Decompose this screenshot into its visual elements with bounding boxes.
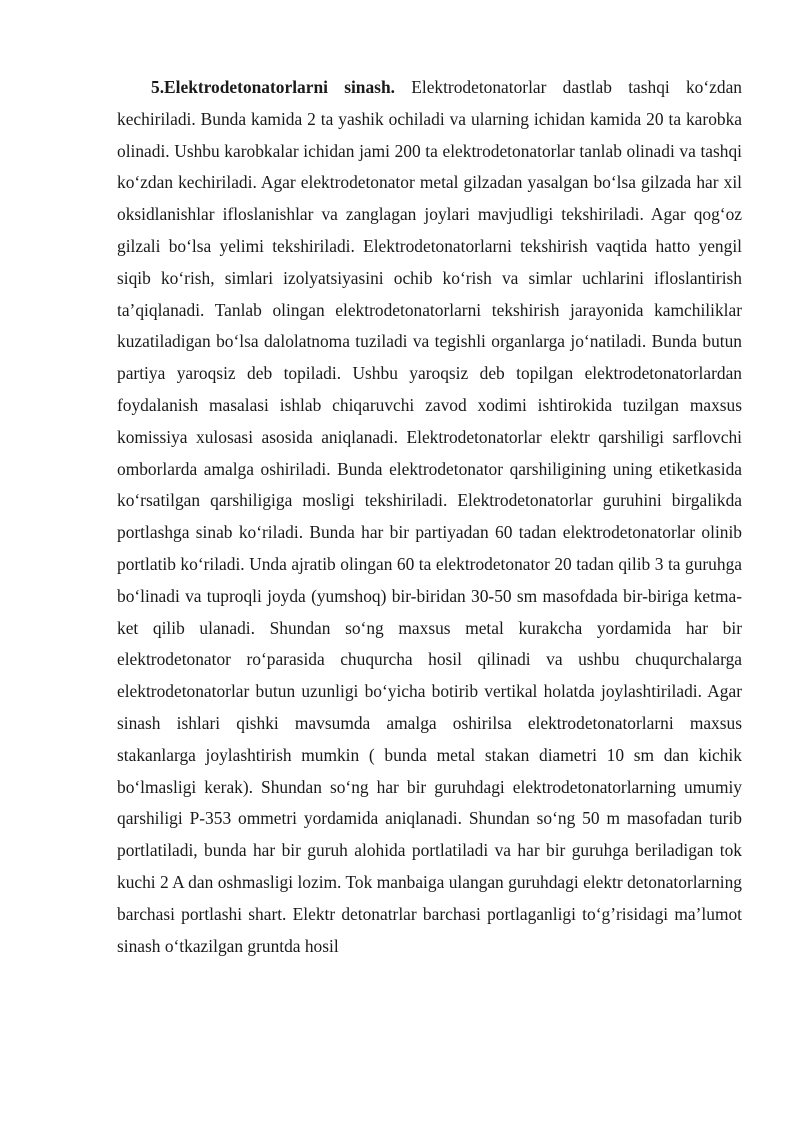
document-page xyxy=(117,72,742,962)
paragraph-text: Elektrodetonatorlar dastlab tashqi ko‘zdan kechiriladi. Bunda kamida 2 ta yashik ochiladi va ularning ichidan kamida 20 ta karobka olinadi. Ushbu karobkalar ichidan jami 200 ta elektrodetonatorlar tanlab olinadi va tashqi ko‘zdan kechiriladi. Agar elektrodetonator metal gilzadan yasalgan bo‘lsa gilzada har xil oksidlanishlar ifloslanishlar va zanglagan joylari mavjudligi tekshiriladi. Agar qog‘oz gilzali bo‘lsa yelimi tekshiriladi. Elektrodetonatorlarni tekshirish vaqtida hatto yengil siqib ko‘rish, simlari izolyatsiyasini ochib ko‘rish va simlar uchlarini ifloslantirish ta’qiqlanadi. Tanlab olingan elektrodetonatorlarni tekshirish jarayonida kamchiliklar kuzatiladigan bo‘lsa dalolatnoma tuziladi va tegishli organlarga jo‘natiladi. Bunda butun partiya yaroqsiz deb topiladi. Ushbu yaroqsiz deb topilgan elektrodetonatorlardan foydalanish masalasi ishlab chiqaruvchi zavod xodimi ishtirokida tuzilgan maxsus komissiya xulosasi asosida aniqlanadi. Elektrodetonatorlar elektr qarshiligi sarflovchi omborlarda amalga oshiriladi. Bunda elektrodetonator qarshiligining uning etiketkasida ko‘rsatilgan qarshiligiga mosligi tekshiriladi. Elektrodetonatorlar guruhini birgalikda portlashga sinab ko‘riladi. Bunda har bir partiyadan 60 tadan elektrodetonatorlar olinib portlatib ko‘riladi. Unda ajratib olingan 60 ta elektrodetonator 20 tadan qilib 3 ta guruhga bo‘linadi va tuproqli joyda (yumshoq) bir-biridan 30-50 sm masofdada bir-biriga ketma-ket qilib ulanadi. Shundan so‘ng maxsus metal kurakcha yordamida har bir elektrodetonator ro‘parasida chuqurcha hosil qilinadi va ushbu chuqurchalarga elektrodetonatorlar butun uzunligi bo‘yicha botirib vertikal holatda joylashtiriladi. Agar sinash ishlari qishki mavsumda amalga oshirilsa elektrodetonatorlarni maxsus stakanlarga joylashtirish mumkin ( bunda metal stakan diametri 10 sm dan kichik bo‘lmasligi kerak). Shundan so‘ng har bir guruhdagi elektrodetonatorlarning umumiy qarshiligi P-353 ommetri yordamida aniqlanadi. Shundan so‘ng 50 m masofadan turib portlatiladi, bunda har bir guruh alohida portlatiladi va har bir guruhga beriladigan tok kuchi 2 A dan oshmasligi lozim. Tok manbaiga ulangan guruhdagi elektr detonatorlarning barchasi portlashi shart. Elektr detonatrlar barchasi portlaganligi to‘g’risidagi ma’lumot sinash o‘tkazilgan gruntda hosil xyxy=(117,77,742,956)
section-heading: 5.Elektrodetonatorlarni sinash. xyxy=(151,77,395,97)
body-paragraph xyxy=(117,72,742,962)
